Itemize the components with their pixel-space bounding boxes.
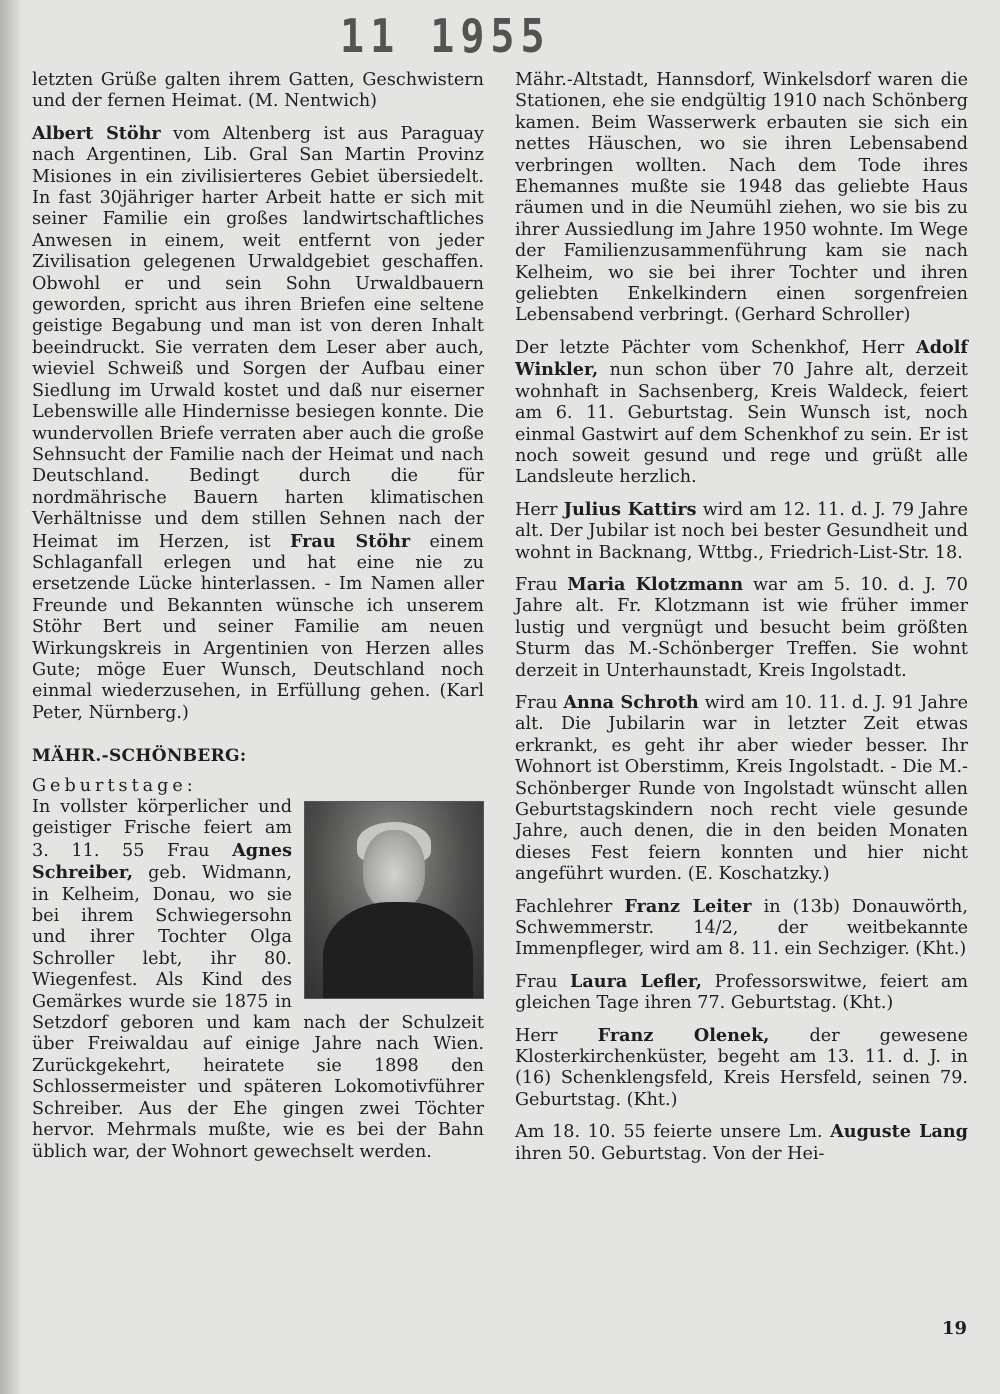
person-name: Maria Klotzmann xyxy=(567,573,744,595)
article-paragraph xyxy=(515,896,968,961)
article-paragraph xyxy=(515,971,968,1015)
paragraph-text: Der letzte Pächter vom Schenkhof, Herr xyxy=(515,337,917,358)
paragraph-text: Herr xyxy=(515,499,564,520)
article-paragraph xyxy=(515,692,968,886)
section-subheading: Geburtstage: xyxy=(32,775,197,796)
article-paragraph xyxy=(515,70,968,327)
article-paragraph xyxy=(515,337,968,489)
article-paragraph xyxy=(515,499,968,564)
paragraph-text: war am 5. 10. d. J. 70 Jahre alt. Fr. Klotzmann ist wie früher immer lustig und vergnügt und besucht beim größten Sturm das M.-Schönberger Treffen. Sie wohnt derzeit in Unterhaunstadt, Kreis Ingolstadt. xyxy=(515,574,969,681)
paragraph-text: Mähr.-Altstadt, Hannsdorf, Winkelsdorf waren die Stationen, ehe sie endgültig 1910 nach Schönberg kamen. Beim Wasserwerk erbauten sie sich ein nettes Häuschen, wo sie ihren Lebensabend verbringen wollten. Nach dem Tode ihres Ehemannes mußte sie 1948 das geliebte Haus räumen und in die Neumühl ziehen, wo sie bis zu ihrer Aussiedlung im Jahre 1950 wohnte. Im Wege der Familienzusammenführung kam sie nach Kelheim, wo sie bei ihrer Tochter und ihren geliebten Enkelkindern einen sorgenfreien Lebensabend verbringt. (Gerhard Schroller) xyxy=(515,70,968,326)
paragraph-text: Frau xyxy=(515,574,568,595)
article-paragraph xyxy=(32,70,484,113)
page-number: 19 xyxy=(942,1318,968,1339)
person-name: Auguste Lang xyxy=(830,1121,968,1143)
paragraph-text: Fachlehrer xyxy=(515,896,625,917)
person-name: Agnes Schreiber, xyxy=(32,839,292,884)
paragraph-text: in (13b) Donauwörth, Schwemmerstr. 14/2, der weitbekannte Immenpfleger, wird am 8. 11. ein Sechziger. (Kht.) xyxy=(515,896,968,960)
right-column xyxy=(515,70,968,1175)
section-heading: MÄHR.-SCHÖNBERG: xyxy=(32,746,247,767)
article-paragraph xyxy=(515,1121,968,1165)
person-name: Franz Leiter xyxy=(624,895,752,917)
paragraph-text: wird am 12. 11. d. J. 79 Jahre alt. Der Jubilar ist noch bei bester Gesundheit und wohnt in Backnang, Wttbg., Friedrich-List-Str. 18. xyxy=(515,499,968,563)
paragraph-text: Professorswitwe, feiert am gleichen Tage ihren 77. Geburtstag. (Kht.) xyxy=(515,971,968,1014)
portrait-photo xyxy=(304,801,484,999)
paragraph-text: Herr xyxy=(515,1025,598,1046)
paragraph-text: Am 18. 10. 55 feierte unsere Lm. xyxy=(515,1122,831,1143)
person-name: Anna Schroth xyxy=(563,691,699,713)
paragraph-text: wird am 10. 11. d. J. 91 Jahre alt. Die Jubilarin war in letzter Zeit etwas erkrankt, es geht ihr aber wieder besser. Ihr Wohnort ist Oberstimm, Kreis Ingolstadt. - Die M.-Schönberger Runde von Ingolstadt wünscht allen Geburtstagskindern noch recht viele gesunde Jahre, auch denen, die in den beiden Monaten dieses Fest feiern konnten und hier nicht angeführt wurden. (E. Koschatzky.) xyxy=(515,692,969,885)
page-edge-shadow xyxy=(0,0,22,1394)
person-name: Julius Kattirs xyxy=(563,498,697,520)
paragraph-text: Frau xyxy=(515,971,571,992)
person-name: Franz Olenek, xyxy=(597,1024,770,1046)
article-paragraph xyxy=(32,123,484,724)
article-paragraph xyxy=(515,574,968,682)
paragraph-text: Frau xyxy=(515,692,564,713)
article-paragraph xyxy=(32,797,484,1163)
person-name: Albert Stöhr xyxy=(32,122,161,144)
paragraph-text: In vollster körperlicher und geistiger Frische feiert am 3. 11. 55 Frau xyxy=(32,797,292,861)
article-paragraph xyxy=(515,1025,968,1112)
paragraph-text: geb. Widmann, in Kelheim, Donau, wo sie bei ihrem Schwiegersohn und ihrer Tochter Olga Schroller lebt, ihr 80. Wiegenfest. Als Kind des Gemärkes wurde sie 1875 in Setzdorf geboren und kam nach der Schulzeit über Freiwaldau auf einige Jahre nach Wien. Zurückgekehrt, heiratete sie 1898 den Schlossermeister und späteren Lokomotivführer Schreiber. Aus der Ehe gingen zwei Töchter hervor. Mehrmals mußte, wie es bei der Bahn üblich war, der Wohnort gewechselt werden. xyxy=(32,863,484,1162)
person-name: Laura Lefler, xyxy=(570,970,703,992)
paragraph-text: nun schon über 70 Jahre alt, derzeit wohnhaft in Sachsenberg, Kreis Waldeck, feiert am 6. 11. Geburtstag. Sein Wunsch ist, noch einmal Gastwirt auf dem Schenkhof zu sein. Er ist noch soweit gesund und rege und grüßt alle Landsleute herzlich. xyxy=(515,360,968,488)
left-column xyxy=(32,70,484,1173)
paragraph-text: der gewesene Klosterkirchenküster, begeht am 13. 11. d. J. in (16) Schenklengsfeld, Kreis Hersfeld, seinen 79. Geburtstag. (Kht.) xyxy=(515,1025,969,1110)
paragraph-text: letzten Grüße galten ihrem Gatten, Geschwistern und der fernen Heimat. (M. Nentwich) xyxy=(32,70,484,112)
person-name: Adolf Winkler, xyxy=(515,336,968,381)
person-name: Frau Stöhr xyxy=(289,530,411,552)
date-stamp: 11 1955 xyxy=(340,10,551,64)
paragraph-text: vom Altenberg ist aus Paraguay nach Argentinen, Lib. Gral San Martin Provinz Misiones in ein zivilisierteres Gebiet übersiedelt. In fast 30jähriger harter Arbeit hatte er sich mit seiner Familie ein großes landwirtschaftliches Anwesen in einem, weit entfernt von jeder Zivilisation gelegenen Urwaldgebiet geschaffen. Obwohl er und sein Sohn Urwaldbauern geworden, spricht aus ihren Briefen eine seltene geistige Begabung und man ist von deren Inhalt beeindruckt. Sie verraten dem Leser aber auch, wieviel Schweiß und Sorgen der Aufbau einer Siedlung im Urwald kostet und daß nur eiserner Lebenswille alle Hindernisse besiegen konnte. Die wundervollen Briefe verraten aber auch die große Sehnsucht der Familie nach der Heimat und nach Deutschland. Bedingt durch die für nordmährische Bauern harten klimatischen Verhältnisse und dem stillen Sehnen nach der Heimat im Herzen, ist xyxy=(32,123,484,552)
paragraph-text: ihren 50. Geburtstag. Von der Hei- xyxy=(515,1143,825,1164)
paragraph-text: einem Schlaganfall erlegen und hat eine nie zu ersetzende Lücke hinterlassen. - Im Namen aller Freunde und Bekannten wünsche ich unserem Stöhr Bert und seiner Familie am neuen Wirkungskreis in Argentinien von Herzen alles Gute; möge Euer Wunsch, Deutschland noch einmal wiederzusehen, in Erfüllung gehen. (Karl Peter, Nürnberg.) xyxy=(32,531,484,723)
